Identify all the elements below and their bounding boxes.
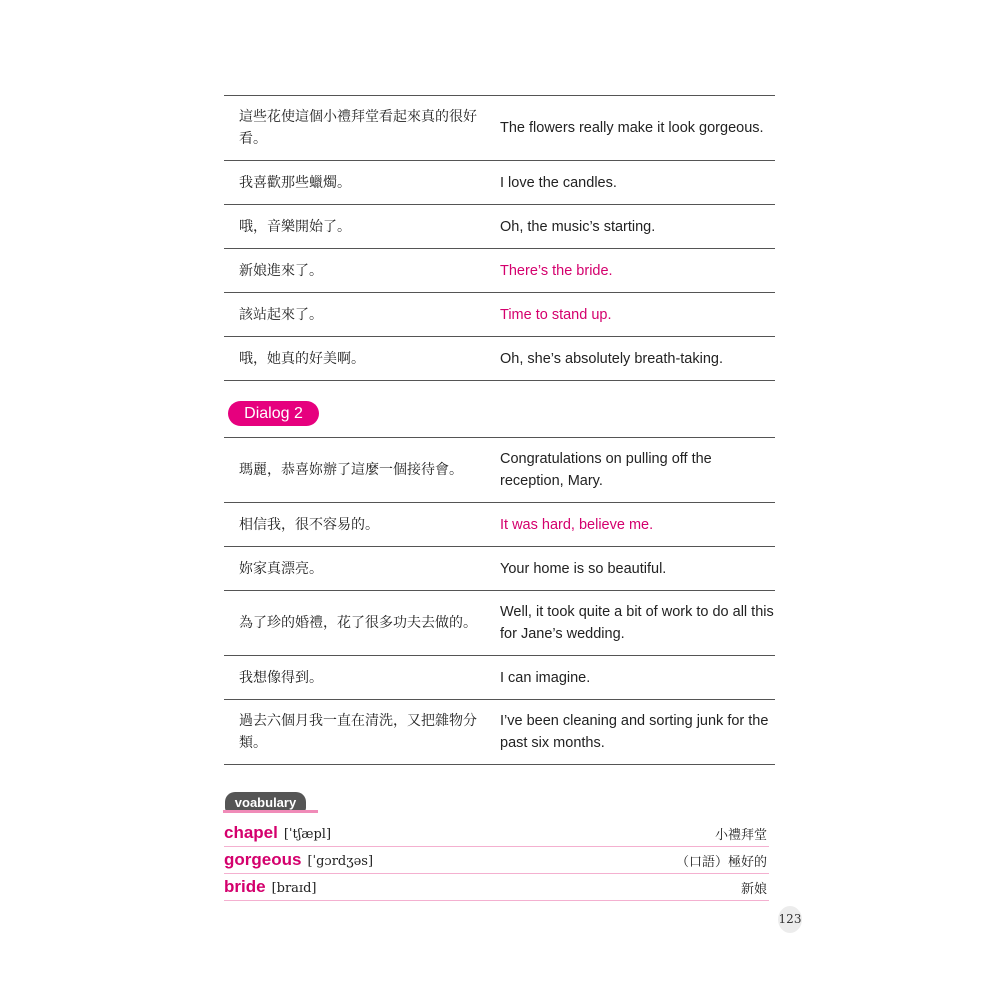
table-row — [224, 656, 775, 700]
english-sentence: Oh, the music’s starting. — [500, 218, 656, 235]
table-row — [224, 503, 775, 547]
table-row — [224, 700, 775, 765]
chinese-sentence: 妳家真漂亮。 — [239, 560, 323, 577]
table-row — [224, 249, 775, 293]
english-sentence: Your home is so beautiful. — [500, 560, 667, 577]
english-sentence-highlighted: It was hard, believe me. — [500, 516, 654, 533]
table-row — [224, 205, 775, 249]
chinese-sentence: 該站起來了。 — [239, 306, 323, 323]
english-sentence-highlighted: Time to stand up. — [500, 306, 612, 323]
english-sentence: Congratulations on pulling off the reception, Mary. — [500, 451, 712, 489]
english-sentence: The flowers really make it look gorgeous. — [500, 120, 764, 136]
chinese-sentence: 哦，她真的好美啊。 — [239, 350, 365, 367]
vocabulary-list — [224, 820, 769, 901]
vocab-definition: 小禮拜堂 — [714, 827, 767, 843]
chinese-sentence: 相信我，很不容易的。 — [239, 516, 379, 533]
table-row — [224, 547, 775, 591]
vocab-pronunciation: [braɪd] — [271, 881, 317, 896]
vocabulary-item — [224, 874, 769, 901]
chinese-sentence: 我想像得到。 — [239, 669, 323, 686]
chinese-sentence: 瑪麗，恭喜妳辦了這麼一個接待會。 — [239, 462, 463, 478]
vocab-word: gorgeous — [224, 850, 302, 869]
vocab-pronunciation: [ˈgɔrdʒəs] — [307, 854, 374, 869]
vocabulary-item — [224, 847, 769, 874]
table-row — [224, 591, 775, 656]
chinese-sentence: 這些花使這個小禮拜堂看起來真的很好看。 — [239, 109, 477, 147]
vocabulary-item — [224, 820, 769, 847]
table-row — [224, 337, 775, 381]
vocab-pronunciation: [ˈtʃæpl] — [283, 827, 332, 842]
vocabulary-tab-underline — [223, 810, 318, 813]
chinese-sentence: 我喜歡那些蠟燭。 — [239, 174, 351, 191]
english-sentence: Well, it took quite a bit of work to do all this for Jane’s wedding. — [500, 604, 774, 642]
chinese-sentence: 過去六個月我一直在清洗，又把雜物分類。 — [239, 713, 477, 751]
table-row — [224, 293, 775, 337]
vocab-definition: （口語）極好的 — [675, 854, 767, 870]
english-sentence: Oh, she’s absolutely breath-taking. — [500, 350, 724, 367]
english-sentence: I can imagine. — [500, 669, 591, 686]
chinese-sentence: 哦，音樂開始了。 — [239, 218, 351, 235]
vocabulary-tab: voabulary — [225, 792, 306, 812]
english-sentence: I’ve been cleaning and sorting junk for the past six months. — [500, 713, 769, 751]
english-sentence: I love the candles. — [500, 174, 617, 191]
english-sentence-highlighted: There’s the bride. — [500, 262, 613, 279]
table-row — [224, 438, 775, 503]
chinese-sentence: 新娘進來了。 — [239, 262, 323, 279]
table-row — [224, 96, 775, 161]
dialog-1-table — [224, 95, 775, 381]
dialog-2-label: Dialog 2 — [228, 401, 319, 426]
vocab-word: chapel — [224, 823, 278, 842]
page-number: 123 — [778, 906, 802, 933]
vocab-word: bride — [224, 877, 266, 896]
vocab-definition: 新娘 — [740, 881, 767, 897]
dialog-2-table — [224, 437, 775, 765]
table-row — [224, 161, 775, 205]
chinese-sentence: 為了珍的婚禮，花了很多功夫去做的。 — [239, 615, 477, 631]
